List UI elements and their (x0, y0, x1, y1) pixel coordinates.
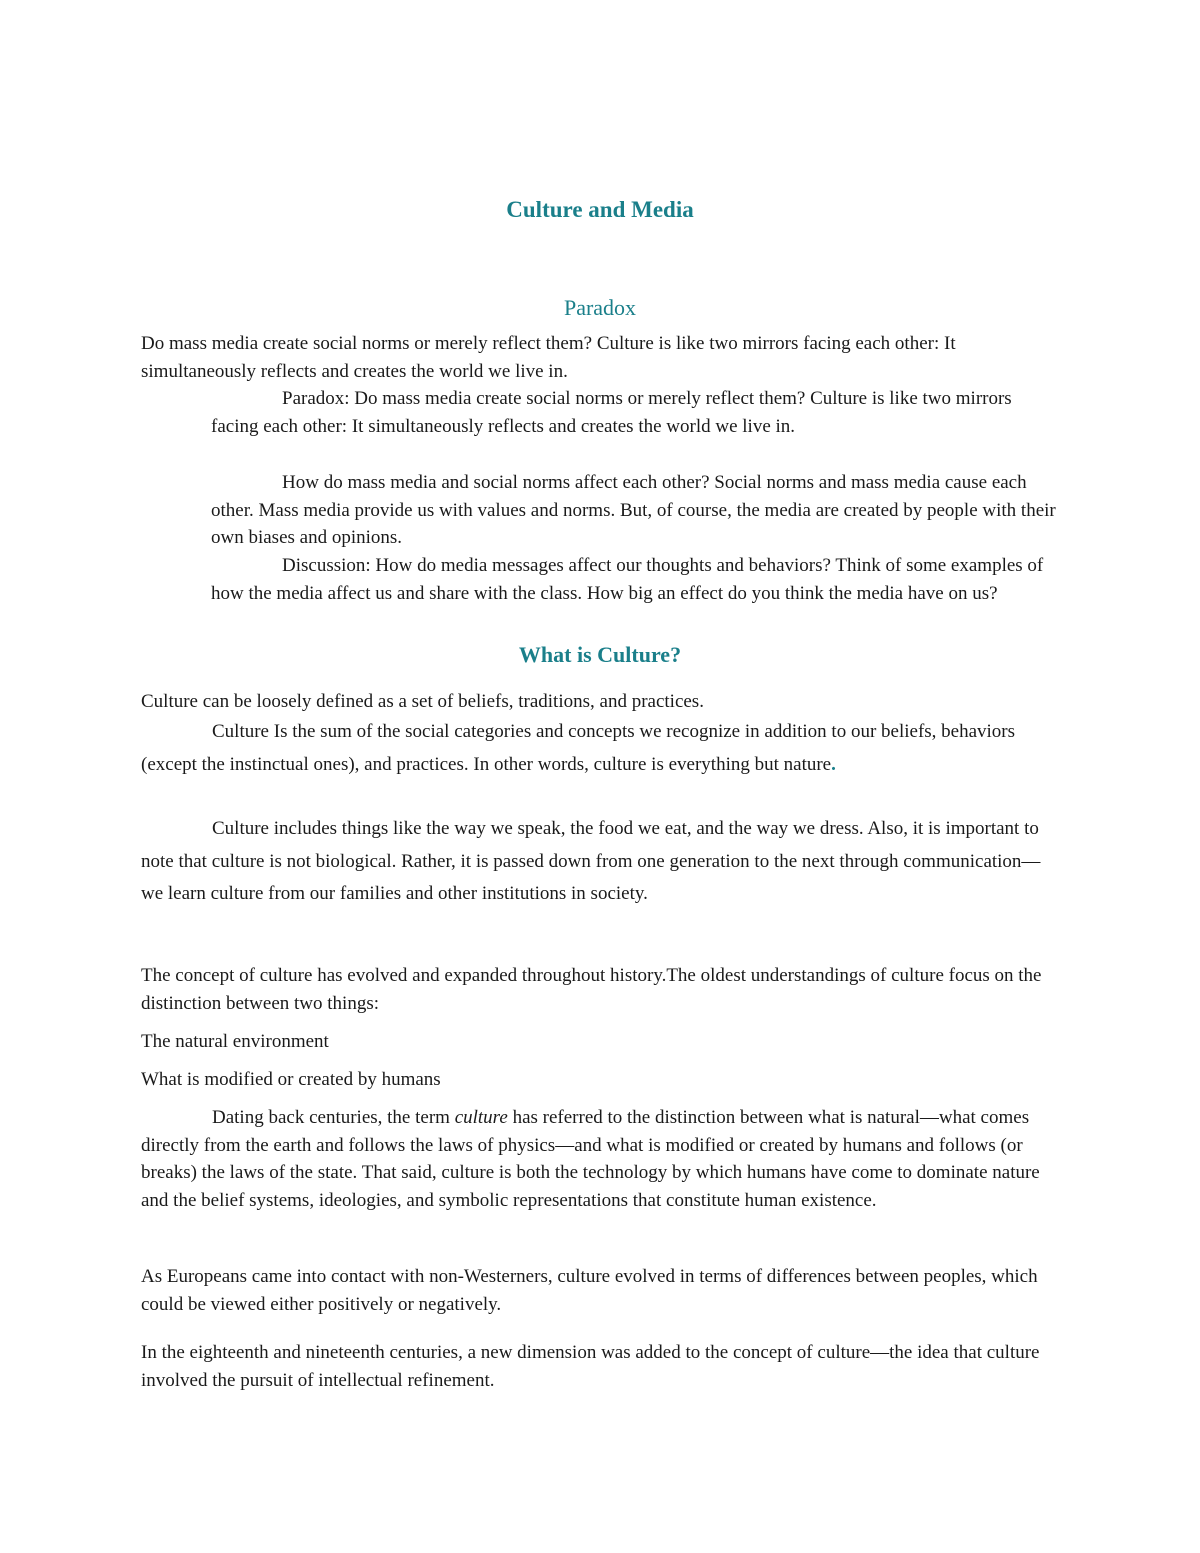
culture-sum-text: Culture Is the sum of the social categories and concepts we recognize in addition to our beliefs, behaviors (except the instinctual ones), and practices. In other words, culture is everything but nature (141, 721, 1016, 775)
heading-what-is-culture: What is Culture? (518, 642, 682, 667)
distinction-item-natural: The natural environment (141, 1031, 329, 1052)
paradox-intro-paragraph: Do mass media create social norms or merely reflect them? Culture is like two mirrors facing each other: It simultaneously reflects and creates the world we live in. (141, 333, 956, 382)
europeans-paragraph: As Europeans came into contact with non-Westerners, culture evolved in terms of differences between peoples, which could be viewed either positively or negatively. (141, 1266, 1038, 1315)
document-title: Culture and Media (506, 197, 694, 222)
paradox-indented-paragraph-3: Discussion: How do media messages affect our thoughts and behaviors? Think of some examples of how the media affect us and share with the class. How big an effect do you think the media have on us? (211, 555, 1044, 604)
culture-emphasis: culture (454, 1107, 508, 1128)
dating-back-text-end: has referred to the distinction between what is natural—what comes directly from the earth and follows the laws of physics—and what is modified or created by humans and follows (or breaks) the laws of the state. That said, culture is both the technology by which humans have come to dominate nature and the belief systems, ideologies, and symbolic representations that constitute human existence. (141, 1107, 1040, 1211)
culture-sum-paragraph (141, 716, 1061, 781)
dating-back-paragraph (141, 1104, 1061, 1214)
culture-includes-paragraph: Culture includes things like the way we speak, the food we eat, and the way we dress. Also, it is important to note that culture is not biological. Rather, it is passed down from one generation to the next through communication—we learn culture from our families and other institutions in society. (141, 818, 1041, 904)
paradox-indented-paragraph-2: How do mass media and social norms affect each other? Social norms and mass media cause each other. Mass media provide us with values and norms. But, of course, the media are created by people with their own biases and opinions. (211, 472, 1056, 548)
heading-paradox: Paradox (563, 295, 637, 320)
eighteenth-century-paragraph: In the eighteenth and nineteenth centuries, a new dimension was added to the concept of culture—the idea that culture involved the pursuit of intellectual refinement. (141, 1342, 1040, 1391)
dating-back-text-start: Dating back centuries, the term (212, 1107, 455, 1128)
paradox-indented-paragraph-1: Paradox: Do mass media create social norms or merely reflect them? Culture is like two mirrors facing each other: It simultaneously reflects and creates the world we live in. (211, 388, 1012, 437)
culture-sum-period: . (831, 753, 836, 775)
distinction-item-human: What is modified or created by humans (141, 1069, 441, 1090)
concept-evolution-paragraph: The concept of culture has evolved and expanded throughout history.The oldest understandings of culture focus on the distinction between two things: (141, 965, 1042, 1014)
culture-definition-paragraph: Culture can be loosely defined as a set of beliefs, traditions, and practices. (141, 691, 704, 712)
